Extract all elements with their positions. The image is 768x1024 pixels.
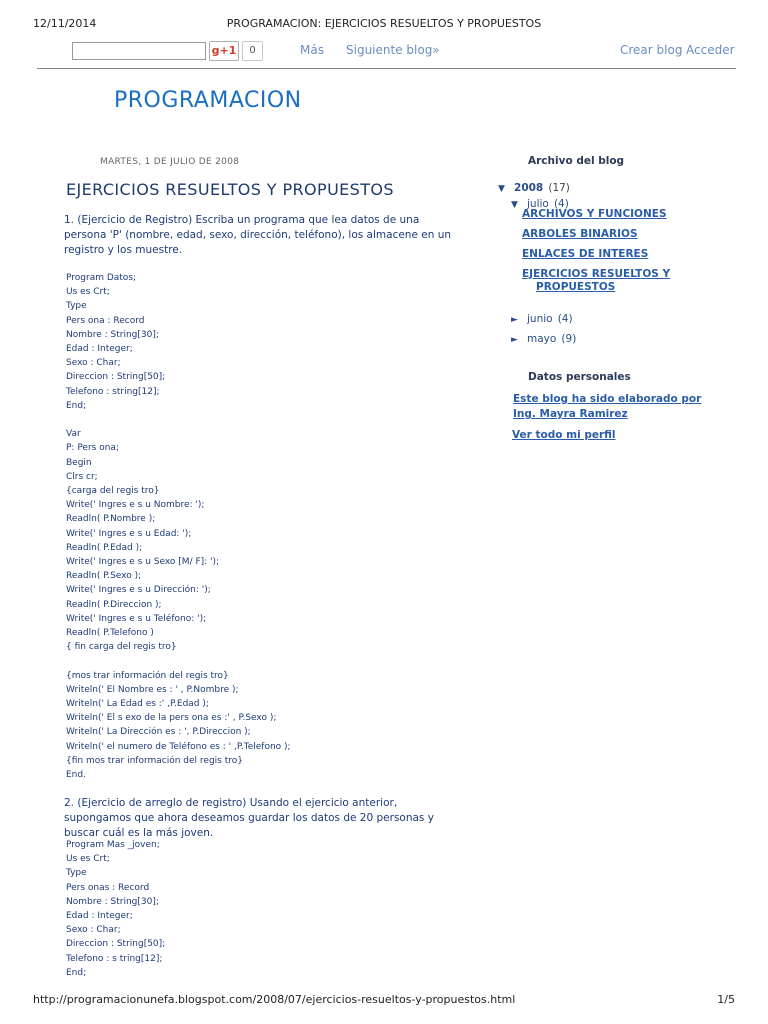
more-link[interactable]: Más bbox=[300, 43, 324, 57]
archive-post-link[interactable]: ARCHIVOS Y FUNCIONES bbox=[522, 208, 667, 220]
code-line: End; bbox=[66, 967, 87, 978]
sign-in-link[interactable]: Acceder bbox=[686, 43, 735, 57]
archive-heading: Archivo del blog bbox=[528, 155, 625, 167]
collapse-arrow-icon[interactable]: ▼ bbox=[511, 200, 518, 210]
profile-about-link[interactable]: Este blog ha sido elaborado por Ing. Mayra Ramirez bbox=[513, 393, 702, 420]
code-line: Write(' Ingres e s u Edad: '); bbox=[66, 528, 192, 539]
create-blog-link[interactable]: Crear blog bbox=[620, 43, 683, 57]
code-line: Type bbox=[66, 868, 87, 879]
code-line: Readln( P.Sexo ); bbox=[66, 571, 142, 582]
print-url: http://programacionunefa.blogspot.com/2008/07/ejercicios-resueltos-y-propuestos.html bbox=[33, 993, 516, 1006]
archive-month-junio[interactable] bbox=[511, 307, 573, 326]
code-line bbox=[66, 413, 446, 427]
code-line: {mos trar información del regis tro} bbox=[66, 670, 229, 681]
code-line: { fin carga del regis tro} bbox=[66, 642, 177, 653]
exercise-2-code bbox=[66, 838, 446, 980]
archive-post-link[interactable]: EJERCICIOS RESUELTOS Y PROPUESTOS bbox=[522, 268, 671, 293]
code-line: Edad : Integer; bbox=[66, 344, 133, 355]
blog-title[interactable]: PROGRAMACION bbox=[114, 88, 302, 113]
navbar-divider bbox=[37, 68, 736, 69]
code-line: {fin mos trar información del regis tro} bbox=[66, 755, 243, 766]
profile-heading: Datos personales bbox=[528, 371, 631, 383]
code-line: Write(' Ingres e s u Nombre: '); bbox=[66, 500, 205, 511]
expand-arrow-icon[interactable]: ► bbox=[511, 315, 518, 325]
print-date: 12/11/2014 bbox=[33, 17, 97, 30]
post-date: MARTES, 1 DE JULIO DE 2008 bbox=[100, 157, 240, 167]
code-line: Nombre : String[30]; bbox=[66, 329, 159, 340]
code-line: Sexo : Char; bbox=[66, 358, 121, 369]
print-page-number: 1/5 bbox=[717, 993, 735, 1006]
code-line: Edad : Integer; bbox=[66, 911, 133, 922]
archive-post-link[interactable]: ARBOLES BINARIOS bbox=[522, 228, 638, 240]
code-line bbox=[66, 654, 446, 668]
archive-month-count: (9) bbox=[561, 333, 577, 345]
print-page-title: PROGRAMACION: EJERCICIOS RESUELTOS Y PROPUESTOS bbox=[226, 17, 542, 30]
code-line: Writeln(' El s exo de la pers ona es :' , P.Sexo ); bbox=[66, 713, 277, 724]
code-line: Write(' Ingres e s u Dirección: '); bbox=[66, 585, 211, 596]
code-line: Writeln(' La Dirección es : ', P.Direccion ); bbox=[66, 727, 251, 738]
code-line: Write(' Ingres e s u Teléfono: '); bbox=[66, 613, 207, 624]
code-line: Readln( P.Edad ); bbox=[66, 542, 143, 553]
code-line: End; bbox=[66, 400, 87, 411]
archive-year-count: (17) bbox=[548, 182, 570, 194]
google-plus-one-button[interactable]: g+1 bbox=[209, 41, 239, 61]
archive-year-label[interactable]: 2008 bbox=[514, 182, 544, 194]
archive-month-label[interactable]: junio bbox=[527, 313, 553, 325]
code-line: Us es Crt; bbox=[66, 287, 110, 298]
code-line: Writeln(' La Edad es :' ,P.Edad ); bbox=[66, 699, 209, 710]
code-line: Type bbox=[66, 301, 87, 312]
archive-post-link[interactable]: ENLACES DE INTERES bbox=[522, 248, 649, 260]
code-line: Write(' Ingres e s u Sexo [M/ F]: '); bbox=[66, 557, 220, 568]
code-line: Readln( P.Nombre ); bbox=[66, 514, 156, 525]
google-plus-count: 0 bbox=[242, 41, 263, 61]
code-line: Clrs cr; bbox=[66, 471, 98, 482]
code-line: Writeln(' El Nombre es : ' , P.Nombre ); bbox=[66, 684, 239, 695]
archive-month-count: (4) bbox=[553, 198, 569, 210]
code-line: Nombre : String[30]; bbox=[66, 896, 159, 907]
code-line: {carga del regis tro} bbox=[66, 486, 160, 497]
code-line: Telefono : string[12]; bbox=[66, 386, 160, 397]
exercise-1-code bbox=[66, 271, 446, 782]
code-line: End. bbox=[66, 770, 86, 781]
code-line: Writeln(' el numero de Teléfono es : ' ,P.Telefono ); bbox=[66, 741, 291, 752]
archive-month-count: (4) bbox=[557, 313, 573, 325]
code-line: Pers ona : Record bbox=[66, 315, 145, 326]
exercise-2-statement: 2. (Ejercicio de arreglo de registro) Usando el ejercicio anterior, supongamos que ahora deseamos guardar los datos de 20 personas y buscar cuál es la más joven. bbox=[64, 797, 434, 839]
navbar-search-input[interactable] bbox=[72, 42, 206, 60]
code-line: Sexo : Char; bbox=[66, 925, 121, 936]
code-line: Direccion : String[50]; bbox=[66, 939, 166, 950]
archive-month-mayo[interactable] bbox=[511, 327, 576, 346]
code-line: Readln( P.Telefono ) bbox=[66, 628, 154, 639]
code-line: Readln( P.Direccion ); bbox=[66, 599, 162, 610]
archive-month-label[interactable]: julio bbox=[527, 198, 549, 210]
code-line: Us es Crt; bbox=[66, 854, 110, 865]
exercise-1-statement: 1. (Ejercicio de Registro) Escriba un programa que lea datos de una persona 'P' (nombre, edad, sexo, dirección, teléfono), los almacene en un registro y los muestre. bbox=[64, 214, 452, 256]
archive-month-label[interactable]: mayo bbox=[527, 333, 557, 345]
code-line: Program Mas _joven; bbox=[66, 840, 160, 850]
view-profile-link[interactable]: Ver todo mi perfil bbox=[512, 429, 616, 441]
code-line: Begin bbox=[66, 457, 92, 468]
code-line: P: Pers ona; bbox=[66, 443, 119, 454]
collapse-arrow-icon[interactable]: ▼ bbox=[498, 184, 505, 194]
code-line: Var bbox=[66, 429, 81, 440]
post-title[interactable]: EJERCICIOS RESUELTOS Y PROPUESTOS bbox=[66, 180, 394, 199]
code-line: Direccion : String[50]; bbox=[66, 372, 166, 383]
code-line: Program Datos; bbox=[66, 273, 137, 283]
code-line: Pers onas : Record bbox=[66, 882, 150, 893]
expand-arrow-icon[interactable]: ► bbox=[511, 335, 518, 345]
code-line: Telefono : s tring[12]; bbox=[66, 953, 163, 964]
next-blog-link[interactable]: Siguiente blog» bbox=[346, 43, 440, 57]
